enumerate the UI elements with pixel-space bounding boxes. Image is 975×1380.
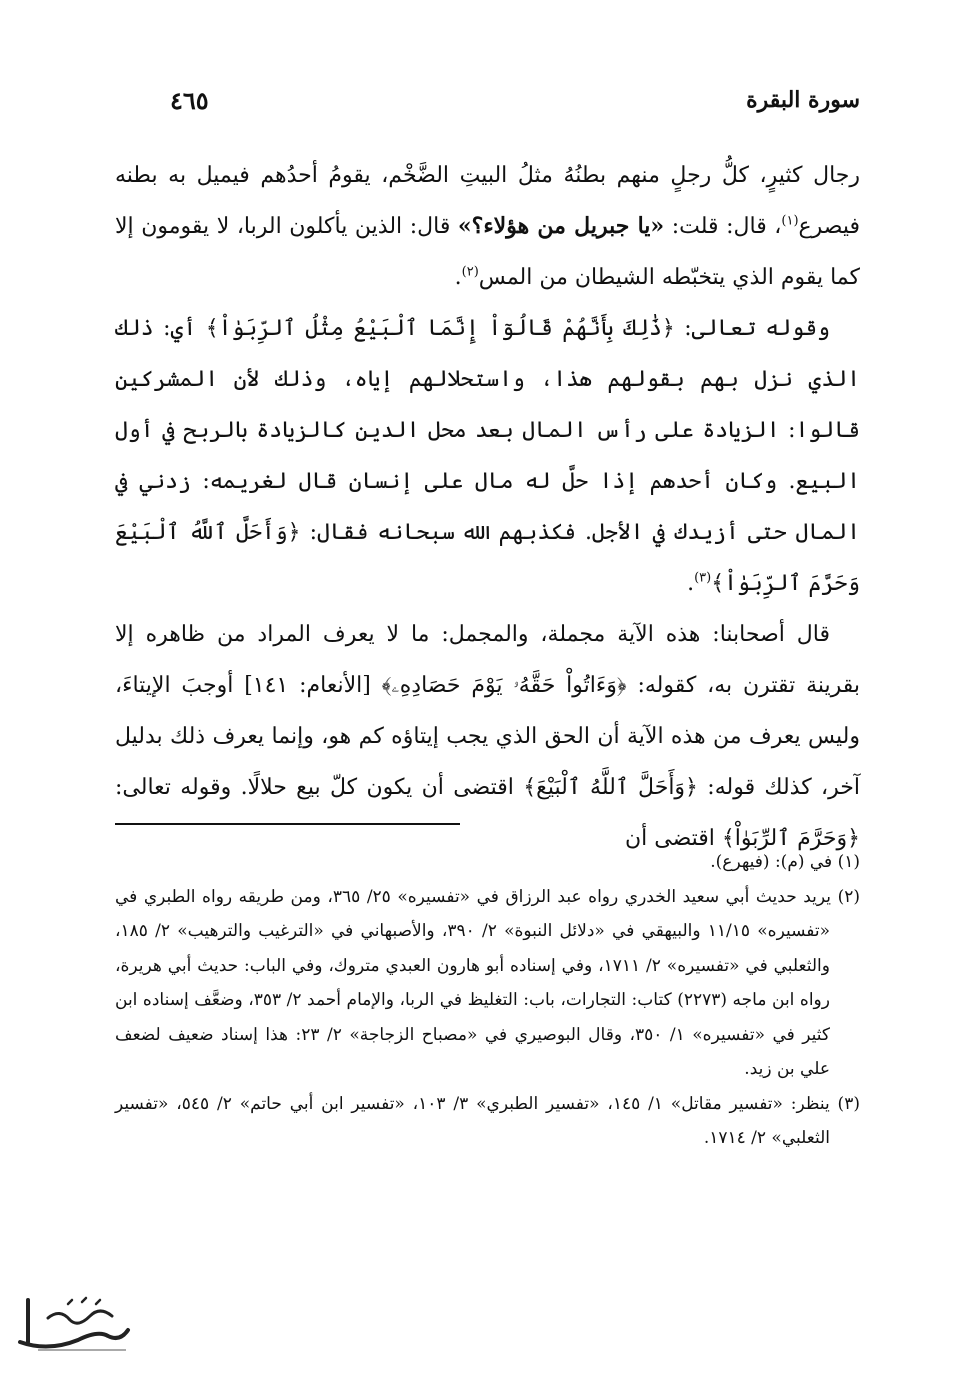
text: اقتضى أن bbox=[624, 826, 722, 851]
bold-quote: «يا جبريل من هؤلاء؟» bbox=[457, 213, 665, 239]
quran-verse: ﴿وَءَاتُواْ حَقَّهُۥ يَوْمَ حَصَادِهِۦ﴾ bbox=[381, 673, 627, 698]
text: . bbox=[454, 265, 462, 290]
text: أي: ذلك الذي نزل بهم بقولهم هذا، واستحلالهم إياه، وذلك لأن المشركين قالوا: الزيادة على رأس المال بعد محل الدين كالزيادة بالربح في أول البيع. وكان أحدهم إذا حلَّ له مال على إنسان قال لغريمه: زدني في المال حتى أزيدك في الأجل. فكذبهم الله سبحانه فقال: bbox=[115, 316, 860, 545]
footnotes bbox=[115, 845, 860, 1156]
main-text bbox=[115, 150, 860, 864]
text: وقوله تعالى: bbox=[674, 316, 830, 341]
footnote-ref-3: (٣) bbox=[694, 570, 712, 586]
footnote-divider bbox=[115, 823, 460, 825]
calligraphy-logo-icon bbox=[8, 1290, 138, 1360]
footnote-ref-1: (١) bbox=[781, 213, 799, 229]
text: قال أصحابنا: هذه الآية مجملة، والمجمل: ما لا يعرف المراد من ظاهره إلا بقرينة تقترن به، كقوله: bbox=[115, 622, 861, 698]
paragraph-2 bbox=[115, 303, 860, 609]
quran-verse: ﴿وَحَرَّمَ ٱلرِّبَوٰاْ﴾ bbox=[721, 826, 860, 851]
watermark-logo bbox=[8, 1290, 138, 1360]
quran-verse: ﴿وَأَحَلَّ ٱللَّهُ ٱلْبَيْعَ وَحَرَّمَ ٱلرِّبَوٰاْ﴾ bbox=[115, 520, 860, 596]
footnote-ref-2: (٢) bbox=[461, 264, 479, 280]
footnote-3: (٣) ينظر: «تفسير مقاتل» ١/ ١٤٥، «تفسير الطبري» ٣/ ١٠٣، «تفسير ابن أبي حاتم» ٢/ ٥٤٥، «تفسير الثعلبي» ٢/ ١٧١٤. bbox=[115, 1093, 860, 1148]
text: ، قال: قلت: bbox=[664, 214, 782, 239]
page-header bbox=[170, 80, 860, 120]
text: رجال كثيرٍ، كلُّ رجلٍ منهم بطنُهُ مثلُ البيتِ الضَّخْم، يقومُ أحدُهم فيميل به بطنه فيصرع bbox=[115, 163, 861, 239]
text: اقتضى أن يكون كلّ بيع حلالًا. وقوله تعالى: bbox=[115, 775, 524, 800]
page-number: ٤٦٥ bbox=[170, 85, 209, 115]
text: [الأنعام: ١٤١] أوجبَ الإيتاءَ، وليس يعرف من هذه الآية أن الحق الذي يجب إيتاؤه كم هو، وإنما يعرف ذلك بدليل آخر، كذلك قوله: bbox=[115, 673, 860, 800]
text: قال: الذين يأكلون الربا، لا يقومون إلا كما يقوم الذي يتخبّطه الشيطان من المس bbox=[115, 214, 860, 290]
footnote-1: (١) في (م): (فيهرع). bbox=[710, 852, 860, 872]
surah-title: سورة البقرة bbox=[746, 87, 860, 113]
paragraph-3 bbox=[115, 609, 860, 864]
footnote-2: (٢) يريد حديث أبي سعيد الخدري رواه عبد الرزاق في «تفسيره» ٢٥/ ٣٦٥، ومن طريقه رواه الطبري في «تفسيره» ١١/١٥ والبيهقي في «دلائل النبوة» ٢/ ٣٩٠، والأصبهاني في «الترغيب والترهيب» ٢/ ١٨٥، والثعلبي في «تفسيره» ٢/ ١٧١١، وفي إسناده أبو هارون العبدي متروك، وفي الباب: حديث أبي هريرة، رواه ابن ماجه (٢٢٧٣) كتاب: التجارات، باب: التغليظ في الربا، والإمام أحمد ٢/ ٣٥٣، وضعَّف إسناده ابن كثير في «تفسيره» ١/ ٣٥٠، وقال البوصيري في «مصباح الزجاجة» ٢/ ٢٣: هذا إسناد ضعيف لضعف علي بن زيد. bbox=[115, 886, 860, 1079]
quran-verse: ﴿وَأَحَلَّ ٱللَّهُ ٱلْبَيْعَ﴾ bbox=[523, 775, 698, 800]
text: . bbox=[687, 571, 695, 596]
paragraph-1 bbox=[115, 150, 860, 303]
quran-verse: ﴿ذَٰلِكَ بِأَنَّهُمْ قَالُوٓاْ إِنَّمَا ٱلْبَيْعُ مِثْلُ ٱلرِّبَوٰاْ﴾ bbox=[205, 316, 675, 341]
